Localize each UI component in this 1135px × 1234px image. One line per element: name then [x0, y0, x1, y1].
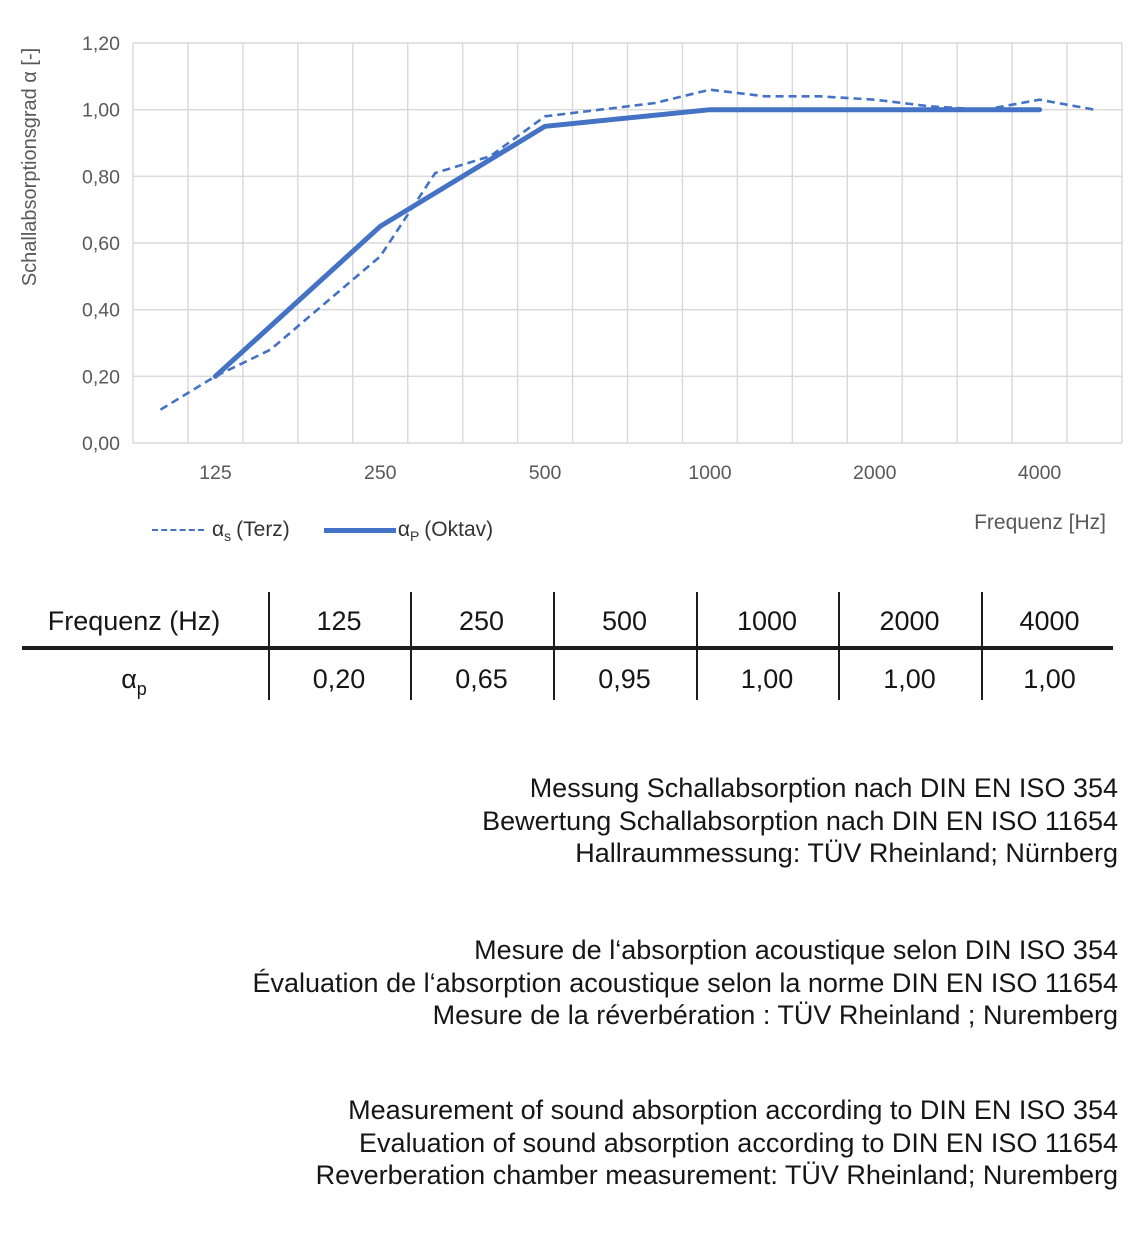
x-tick-label: 250	[363, 462, 397, 484]
dashed-line-sample-icon	[152, 529, 204, 531]
note-line: Hallraummessung: TÜV Rheinland; Nürnberg	[575, 838, 1118, 868]
y-tick-label: 0,20	[82, 366, 120, 389]
table-header-cell: 500	[601, 606, 648, 636]
y-axis-title: Schallabsorptionsgrad α [-]	[19, 47, 41, 287]
x-tick-label: 500	[528, 462, 562, 484]
y-tick-label: 1,00	[82, 99, 120, 122]
table-header-cell: 250	[458, 606, 505, 636]
table-header-row	[0, 606, 1118, 637]
note-line: Mesure de la réverbération : TÜV Rheinland ; Nuremberg	[432, 1000, 1118, 1030]
legend-item-terz	[152, 518, 290, 542]
table-value-row	[0, 664, 1118, 699]
y-tick-label: 0,00	[82, 433, 120, 455]
note-line: Mesure de l‘absorption acoustique selon DIN ISO 354	[474, 935, 1118, 965]
x-tick-label: 2000	[853, 462, 897, 484]
legend-label-oktav: $\alpha_P$ (Oktav)	[397, 518, 494, 544]
solid-line-sample-icon	[324, 528, 396, 533]
y-tick-label: 1,20	[82, 33, 120, 55]
x-axis-title: Frequenz [Hz]	[974, 511, 1106, 534]
note-block-english	[0, 1094, 1118, 1192]
absorption-chart	[0, 0, 1135, 505]
note-line: Évaluation de l‘absorption acoustique selon la norme DIN EN ISO 11654	[252, 967, 1118, 998]
table-header-label: Frequenz (Hz)	[47, 606, 221, 636]
chart-legend	[152, 518, 493, 542]
note-line: Reverberation chamber measurement: TÜV Rheinland; Nuremberg	[315, 1160, 1118, 1190]
note-line: Evaluation of sound absorption according to DIN EN ISO 11654	[359, 1127, 1118, 1158]
table-value-cell: 1,00	[883, 664, 936, 694]
table-header-cell: 125	[316, 606, 362, 636]
note-line: Measurement of sound absorption according to DIN EN ISO 354	[348, 1095, 1118, 1125]
x-tick-label: 1000	[688, 462, 732, 484]
table-header-cell: 1000	[736, 606, 798, 636]
note-line: Messung Schallabsorption nach DIN EN ISO 354	[529, 773, 1118, 803]
table-value-cell: 0,65	[455, 664, 508, 694]
note-block-german	[0, 772, 1118, 870]
legend-item-oktav	[324, 518, 493, 542]
table-header-cell: 4000	[1019, 606, 1080, 636]
table-header-cell: 2000	[879, 606, 940, 636]
x-tick-label: 4000	[1017, 462, 1062, 484]
note-line: Bewertung Schallabsorption nach DIN EN ISO 11654	[482, 805, 1118, 836]
table-divider	[22, 646, 1113, 650]
y-tick-label: 0,40	[82, 299, 120, 322]
x-tick-label: 125	[199, 462, 232, 484]
table-value-cell: 1,00	[1023, 664, 1076, 694]
table-value-cell: 0,20	[312, 664, 366, 694]
table-value-cell: 0,95	[598, 664, 651, 694]
table-row-label: $\alpha_p$	[121, 664, 147, 699]
y-tick-label: 0,60	[82, 233, 120, 255]
legend-label-terz: $\alpha_s$ (Terz)	[212, 518, 290, 544]
alpha-p-table	[0, 590, 1135, 702]
note-block-french	[0, 934, 1118, 1032]
y-tick-label: 0,80	[82, 166, 120, 189]
table-value-cell: 1,00	[740, 664, 794, 694]
